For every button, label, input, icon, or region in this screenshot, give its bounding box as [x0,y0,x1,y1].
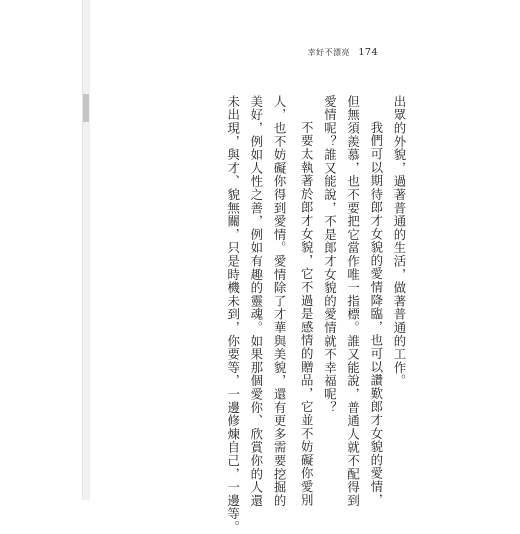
text-line: 出眾的外貌，過著普通的生活，做著普通的工作。 [392,95,407,388]
page-number: 174 [358,47,378,58]
running-header [307,47,378,58]
book-title: 幸好不漂亮 [307,48,350,57]
scrollbar-thumb[interactable] [83,94,89,122]
scrollbar-track[interactable] [82,0,90,500]
text-line: 我們可以期待郎才女貌的愛情降臨，也可以讚歎郎才女貌的愛情， [368,121,384,507]
vertical-body-text [225,95,407,534]
text-line: 未出現，與才、貌無關，只是時機未到，你要等，一邊修煉自己，一邊等。 [225,95,241,534]
text-line: 人，也不妨礙你得到愛情。愛情除了才華與美貌，還有更多需要挖掘的 [272,95,288,508]
text-line: 愛情呢？誰又能說，不是郎才女貌的愛情就不幸福呢？ [322,95,338,415]
text-line: 但無須羨慕，也不要把它當作唯一指標。誰又能說，普通人就不配得到 [345,95,361,508]
text-line: 不要太執著於郎才女貌，它不過是感情的贈品，它並不妨礙你愛別 [299,121,315,507]
text-line: 美好，例如人性之善，例如有趣的靈魂。如果那個愛你、欣賞你的人還 [248,95,264,508]
